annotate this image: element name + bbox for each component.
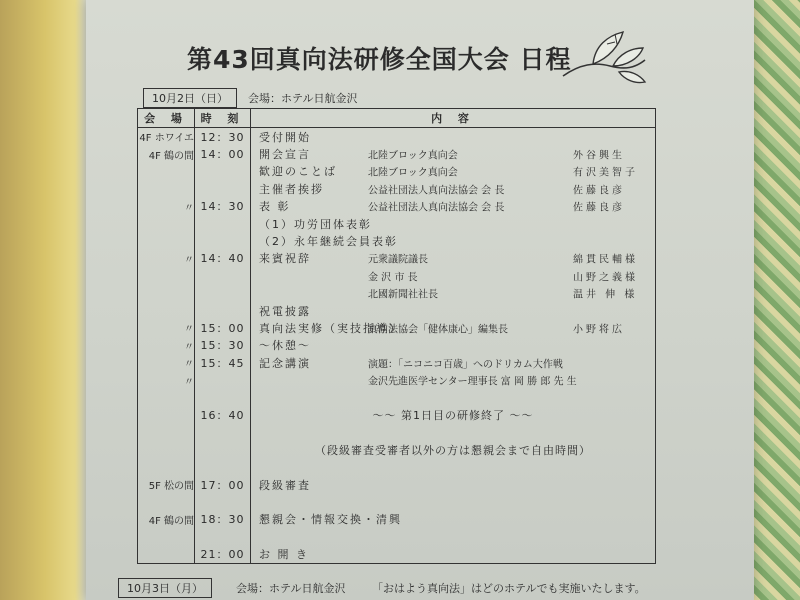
table-row <box>138 250 656 267</box>
row-time <box>195 458 251 475</box>
table-row <box>138 232 656 249</box>
row-time <box>195 389 251 406</box>
row-venue: 4F ホワイエ <box>138 128 195 146</box>
row-time <box>195 180 251 197</box>
row-time <box>195 441 251 458</box>
program-item: 段級審査 <box>259 478 311 492</box>
program-item: 歓迎のことば <box>259 165 337 179</box>
schedule-note: （段級審査受審者以外の方は懇親会まで自由時間） <box>315 443 591 457</box>
organization: 北國新聞社社長 <box>368 289 438 301</box>
program-item: 記念講演 <box>259 356 311 370</box>
row-venue: 〃 <box>138 319 195 336</box>
row-time <box>195 232 251 249</box>
row-content <box>251 406 656 423</box>
row-time: 14：40 <box>195 250 251 267</box>
organization: 元衆議院議長 <box>368 254 428 266</box>
row-venue <box>138 302 195 319</box>
row-time <box>195 285 251 302</box>
header-venue: 会 場 <box>138 109 195 128</box>
row-content <box>251 354 656 371</box>
row-content <box>251 476 656 493</box>
row-time: 14：30 <box>195 198 251 215</box>
table-row <box>138 267 656 284</box>
row-venue: 〃 <box>138 250 195 267</box>
program-item: ～休憩～ <box>259 339 311 353</box>
program-item: 主催者挨拶 <box>259 182 324 196</box>
program-item: お 開 き <box>259 548 309 562</box>
person-name: 佐藤良彦 <box>573 185 625 197</box>
row-content <box>251 371 656 388</box>
row-content <box>251 493 656 510</box>
organization: 北陸ブロック真向会 <box>368 150 458 162</box>
person-name: 温井 伸 様 <box>573 289 638 301</box>
table-row <box>138 511 656 528</box>
row-venue <box>138 528 195 545</box>
table-row <box>138 406 656 423</box>
day1-venue: 会場：ホテル日航金沢 <box>248 92 358 105</box>
table-row <box>138 545 656 563</box>
table-header <box>138 109 656 128</box>
table-row <box>138 424 656 441</box>
table-row <box>138 441 656 458</box>
row-venue <box>138 163 195 180</box>
day2-date: 10月3日（月） <box>118 578 212 598</box>
day1-date: 10月2日（日） <box>143 88 237 108</box>
person-name: 有沢美智子 <box>573 167 638 179</box>
program-item: 祝電披露 <box>259 304 311 318</box>
table-row <box>138 302 656 319</box>
row-venue: 〃 <box>138 198 195 215</box>
row-content <box>251 458 656 475</box>
row-time <box>195 424 251 441</box>
organization: 真向法協会「健体康心」編集長 <box>368 324 508 336</box>
row-time <box>195 371 251 388</box>
row-time: 15：00 <box>195 319 251 336</box>
row-time <box>195 528 251 545</box>
row-content <box>251 511 656 528</box>
row-venue <box>138 493 195 510</box>
table-row <box>138 198 656 215</box>
table-row <box>138 354 656 371</box>
header-time: 時 刻 <box>195 109 251 128</box>
row-venue: 5F 松の間 <box>138 476 195 493</box>
row-venue <box>138 180 195 197</box>
table-row <box>138 180 656 197</box>
row-venue <box>138 232 195 249</box>
leaf-ornament-icon <box>555 24 650 94</box>
table-row <box>138 458 656 475</box>
table-row <box>138 528 656 545</box>
table-row <box>138 476 656 493</box>
row-time: 17：00 <box>195 476 251 493</box>
row-venue <box>138 285 195 302</box>
program-item: （2）永年継続会員表彰 <box>259 235 398 249</box>
schedule-note: ～～ 第1日目の研修終了 ～～ <box>372 408 534 422</box>
table-row <box>138 389 656 406</box>
program-item: 懇親会・情報交換・清興 <box>259 513 402 527</box>
row-venue: 4F 鶴の間 <box>138 511 195 528</box>
row-time: 15：30 <box>195 337 251 354</box>
table-row <box>138 319 656 336</box>
row-venue <box>138 406 195 423</box>
row-venue: 〃 <box>138 354 195 371</box>
row-time: 16：40 <box>195 406 251 423</box>
row-content <box>251 145 656 162</box>
day2-venue: 会場：ホテル日航金沢 <box>236 582 346 595</box>
row-venue <box>138 545 195 563</box>
page-title: 第43回真向法研修全国大会 日程 <box>187 45 572 74</box>
organization: 演題：「ニコニコ百歳」へのドリカム大作戦 <box>368 359 563 371</box>
row-venue <box>138 389 195 406</box>
organization: 金 沢 市 長 <box>368 272 418 284</box>
row-venue <box>138 441 195 458</box>
row-time <box>195 302 251 319</box>
row-venue: 〃 <box>138 337 195 354</box>
organization: 北陸ブロック真向会 <box>368 167 458 179</box>
program-item: 開会宣言 <box>259 148 311 162</box>
row-time: 14：00 <box>195 145 251 162</box>
program-item: （1）功労団体表彰 <box>259 217 372 231</box>
row-content <box>251 545 656 563</box>
row-content <box>251 180 656 197</box>
row-venue: 〃 <box>138 371 195 388</box>
header-content: 内 容 <box>251 109 656 128</box>
row-venue <box>138 424 195 441</box>
day2-note: 「おはよう真向法」はどのホテルでも実施いたします。 <box>372 582 646 595</box>
row-time <box>195 215 251 232</box>
row-content <box>251 128 656 146</box>
row-time: 15：45 <box>195 354 251 371</box>
table-row <box>138 145 656 162</box>
row-content <box>251 319 656 336</box>
row-content <box>251 285 656 302</box>
row-content <box>251 302 656 319</box>
row-venue: 4F 鶴の間 <box>138 145 195 162</box>
row-content <box>251 441 656 458</box>
row-content <box>251 163 656 180</box>
table-row <box>138 337 656 354</box>
table-row <box>138 371 656 388</box>
row-venue <box>138 215 195 232</box>
person-name: 佐藤良彦 <box>573 202 625 214</box>
organization: 金沢先進医学センター理事長 富 岡 勝 郎 先 生 <box>368 376 577 388</box>
table-row <box>138 163 656 180</box>
row-content <box>251 198 656 215</box>
row-content <box>251 215 656 232</box>
table-row <box>138 285 656 302</box>
person-name: 山野之義様 <box>573 272 638 284</box>
row-time: 12：30 <box>195 128 251 146</box>
row-content <box>251 337 656 354</box>
organization: 公益社団法人真向法協会 会 長 <box>368 202 505 214</box>
table-row <box>138 493 656 510</box>
program-item: 表 彰 <box>259 200 291 214</box>
row-content <box>251 424 656 441</box>
row-content <box>251 389 656 406</box>
program-item: 受付開始 <box>259 130 311 144</box>
row-venue <box>138 458 195 475</box>
row-content <box>251 250 656 267</box>
table-row <box>138 215 656 232</box>
row-content <box>251 528 656 545</box>
row-venue <box>138 267 195 284</box>
organization: 公益社団法人真向法協会 会 長 <box>368 185 505 197</box>
program-item: 真向法実修（実技指導） <box>259 321 402 335</box>
row-content <box>251 267 656 284</box>
schedule-table <box>137 108 656 564</box>
person-name: 小野将広 <box>573 324 625 336</box>
row-time: 21：00 <box>195 545 251 563</box>
row-content <box>251 232 656 249</box>
row-time: 18：30 <box>195 511 251 528</box>
row-time <box>195 493 251 510</box>
program-item: 来賓祝辞 <box>259 252 311 266</box>
table-row <box>138 128 656 146</box>
row-time <box>195 267 251 284</box>
person-name: 外谷興生 <box>573 150 625 162</box>
row-time <box>195 163 251 180</box>
person-name: 綿貫民輔様 <box>573 254 638 266</box>
